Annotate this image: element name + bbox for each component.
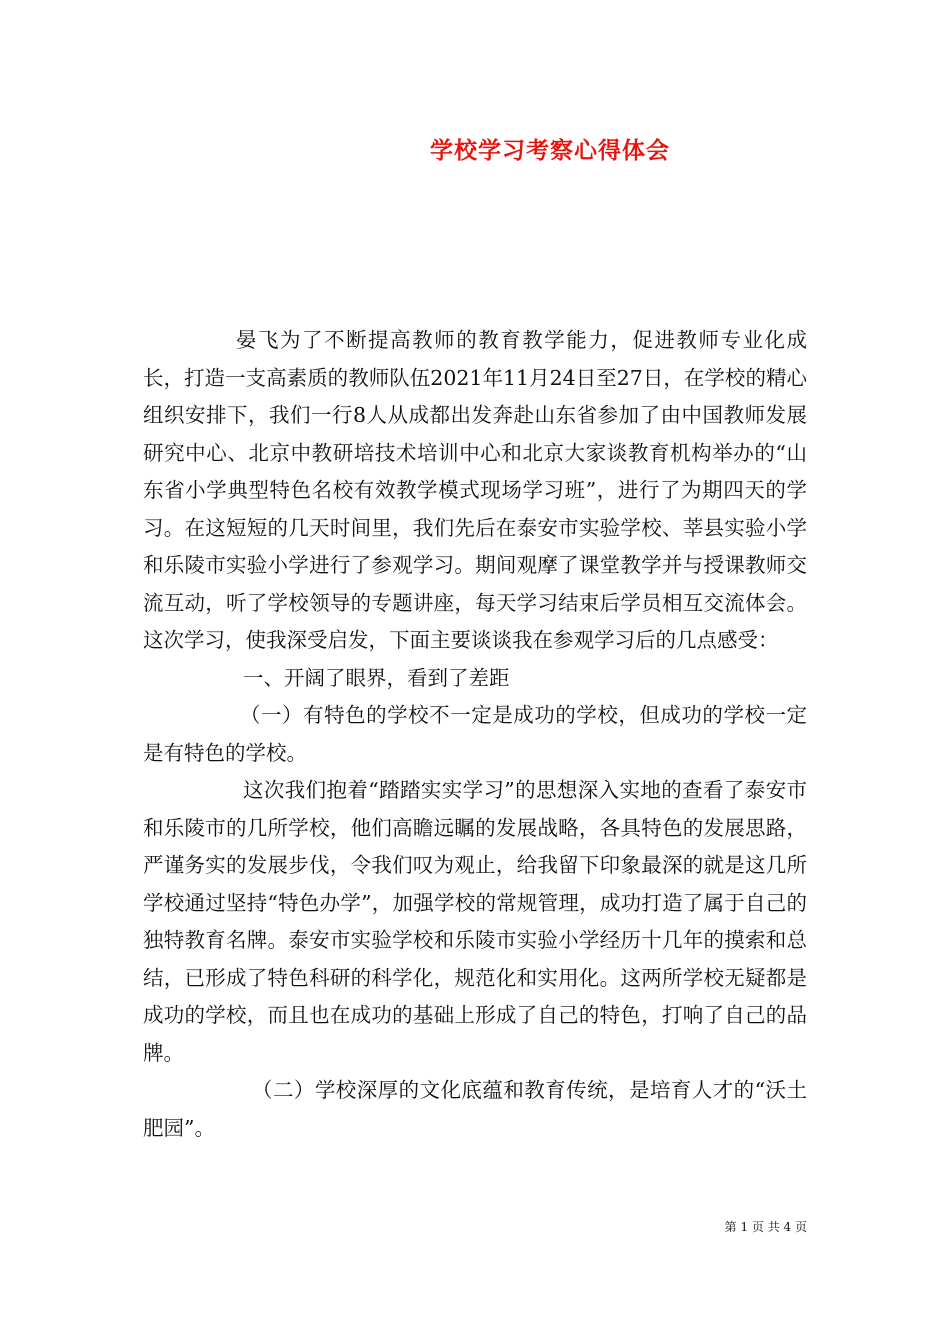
paragraph-body-1: 这次我们抱着“踏踏实实学习”的思想深入实地的查看了泰安市和乐陵市的几所学校，他们高瞻远瞩的发展战略，各具特色的发展思路，严谨务实的发展步伐，令我们叹为观止，给我留下印象最深的就是这几所学校通过坚持“特色办学”，加强学校的常规管理，成功打造了属于自己的独特教育名牌。泰安市实验学校和乐陵市实验小学经历十几年的摸索和总结，已形成了特色科研的科学化，规范化和实用化。这两所学校无疑都是成功的学校，而且也在成功的基础上形成了自己的特色，打响了自己的品牌。 bbox=[143, 778, 807, 1065]
document-body bbox=[143, 322, 807, 1147]
paragraph-intro: 晏飞为了不断提高教师的教育教学能力，促进教师专业化成长，打造一支高素质的教师队伍2021年11月24日至27日，在学校的精心组织安排下，我们一行8人从成都出发奔赴山东省参加了由中国教师发展研究中心、北京中教研培技术培训中心和北京大家谈教育机构举办的“山东省小学典型特色名校有效教学模式现场学习班”，进行了为期四天的学习。在这短短的几天时间里，我们先后在泰安市实验学校、莘县实验小学和乐陵市实验小学进行了参观学习。期间观摩了课堂教学并与授课教师交流互动，听了学校领导的专题讲座，每天学习结束后学员相互交流体会。这次学习，使我深受启发，下面主要谈谈我在参观学习后的几点感受： bbox=[143, 328, 807, 652]
document-title: 学校学习考察心得体会 bbox=[430, 137, 670, 164]
subheading-2: （二）学校深厚的文化底蕴和教育传统，是培育人才的“沃土肥园”。 bbox=[143, 1078, 807, 1140]
subheading-1: （一）有特色的学校不一定是成功的学校，但成功的学校一定是有特色的学校。 bbox=[143, 703, 807, 765]
section-heading-1: 一、开阔了眼界，看到了差距 bbox=[243, 665, 510, 690]
page-footer: 第 1 页 共 4 页 bbox=[724, 1220, 807, 1234]
